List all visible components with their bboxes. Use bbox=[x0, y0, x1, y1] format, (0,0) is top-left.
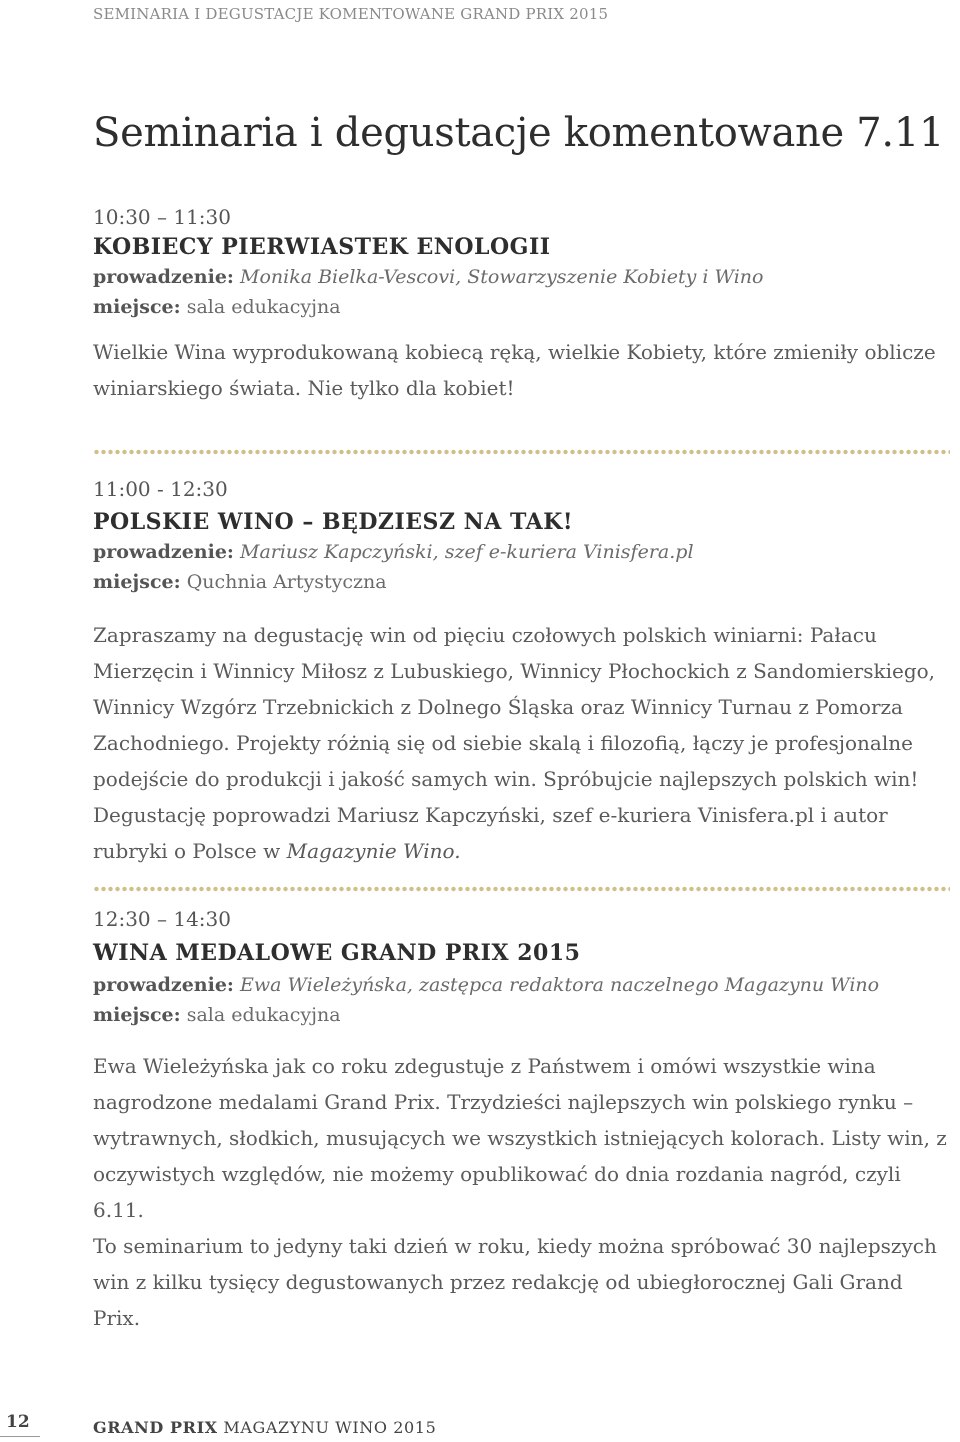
event-place: sala edukacyjna bbox=[186, 296, 341, 318]
magazine-title-bold: GRAND PRIX bbox=[93, 1418, 218, 1437]
page-number: 12 bbox=[6, 1412, 30, 1432]
event-host: Ewa Wieleżyńska, zastępca redaktora naczelnego Magazynu Wino bbox=[239, 974, 880, 996]
event-time: 12:30 – 14:30 bbox=[93, 907, 231, 931]
page-title: Seminaria i degustacje komentowane 7.11 bbox=[93, 110, 945, 156]
event-host: Mariusz Kapczyński, szef e-kuriera Vinisfera.pl bbox=[239, 541, 694, 563]
event-place-line bbox=[93, 567, 953, 597]
magazine-title bbox=[93, 1418, 436, 1437]
page-number-rule bbox=[0, 1436, 40, 1437]
event-host: Monika Bielka-Vescovi, Stowarzyszenie Kobiety i Wino bbox=[239, 266, 764, 288]
event-place-line bbox=[93, 1000, 953, 1030]
event-place: Quchnia Artystyczna bbox=[186, 571, 387, 593]
event-description bbox=[93, 1048, 953, 1336]
running-header: SEMINARIA I DEGUSTACJE KOMENTOWANE GRAND PRIX 2015 bbox=[93, 5, 609, 23]
place-label: miejsce: bbox=[93, 1004, 181, 1026]
event-host-line bbox=[93, 537, 953, 567]
dotted-divider bbox=[93, 886, 950, 892]
magazine-title-rest: MAGAZYNU WINO 2015 bbox=[223, 1418, 437, 1437]
event-description-text-2: To seminarium to jedyny taki dzień w roku, kiedy można spróbować 30 najlepszych win z kilku tysięcy degustowanych przez redakcję od ubiegłorocznej Gali Grand Prix. bbox=[93, 1234, 937, 1330]
event-place: sala edukacyjna bbox=[186, 1004, 341, 1026]
event-description-text bbox=[93, 617, 953, 869]
event-3 bbox=[93, 904, 953, 1336]
place-label: miejsce: bbox=[93, 571, 181, 593]
event-time: 10:30 – 11:30 bbox=[93, 205, 231, 229]
event-title: WINA MEDALOWE GRAND PRIX 2015 bbox=[93, 940, 581, 966]
page-footer bbox=[0, 1412, 960, 1442]
event-place-line bbox=[93, 292, 953, 322]
host-label: prowadzenie: bbox=[93, 974, 234, 996]
event-title: KOBIECY PIERWIASTEK ENOLOGII bbox=[93, 234, 551, 260]
description-body: Zapraszamy na degustację win od pięciu czołowych polskich winiarni: Pałacu Mierzęcin i Winnicy Miłosz z Lubuskiego, Winnicy Płochockich z Sandomierskiego, Winnicy Wzgórz Trzebnickich z Dolnego Śląska oraz Winnicy Turnau z Pomorza Zachodniego. Projekty różnią się od siebie skalą i filozofią, łączy je profesjonalne podejście do produkcji i jakość samych win. Spróbujcie najlepszych polskich win! Degustację poprowadzi Mariusz Kapczyński, szef e-kuriera Vinisfera.pl i autor rubryki o Polsce w bbox=[93, 623, 936, 863]
event-description bbox=[93, 617, 953, 869]
event-2 bbox=[93, 474, 953, 869]
event-description-text: Wielkie Wina wyprodukowaną kobiecą ręką, wielkie Kobiety, które zmieniły oblicze winiarskiego świata. Nie tylko dla kobiet! bbox=[93, 340, 936, 400]
event-host-line bbox=[93, 262, 953, 292]
event-host-line bbox=[93, 970, 953, 1000]
dotted-divider bbox=[93, 449, 950, 455]
host-label: prowadzenie: bbox=[93, 541, 234, 563]
place-label: miejsce: bbox=[93, 296, 181, 318]
event-description-text: Ewa Wieleżyńska jak co roku zdegustuje z Państwem i omówi wszystkie wina nagrodzone medalami Grand Prix. Trzydzieści najlepszych win polskiego rynku – wytrawnych, słodkich, musujących we wszystkich istniejących kolorach. Listy win, z oczywistych względów, nie możemy opublikować do dnia rozdania nagród, czyli 6.11. bbox=[93, 1054, 947, 1222]
magazine-name-italic: Magazynie Wino. bbox=[286, 839, 461, 863]
event-1 bbox=[93, 202, 953, 406]
event-description bbox=[93, 334, 953, 406]
event-time: 11:00 - 12:30 bbox=[93, 477, 228, 501]
event-title: POLSKIE WINO – BĘDZIESZ NA TAK! bbox=[93, 509, 574, 535]
host-label: prowadzenie: bbox=[93, 266, 234, 288]
